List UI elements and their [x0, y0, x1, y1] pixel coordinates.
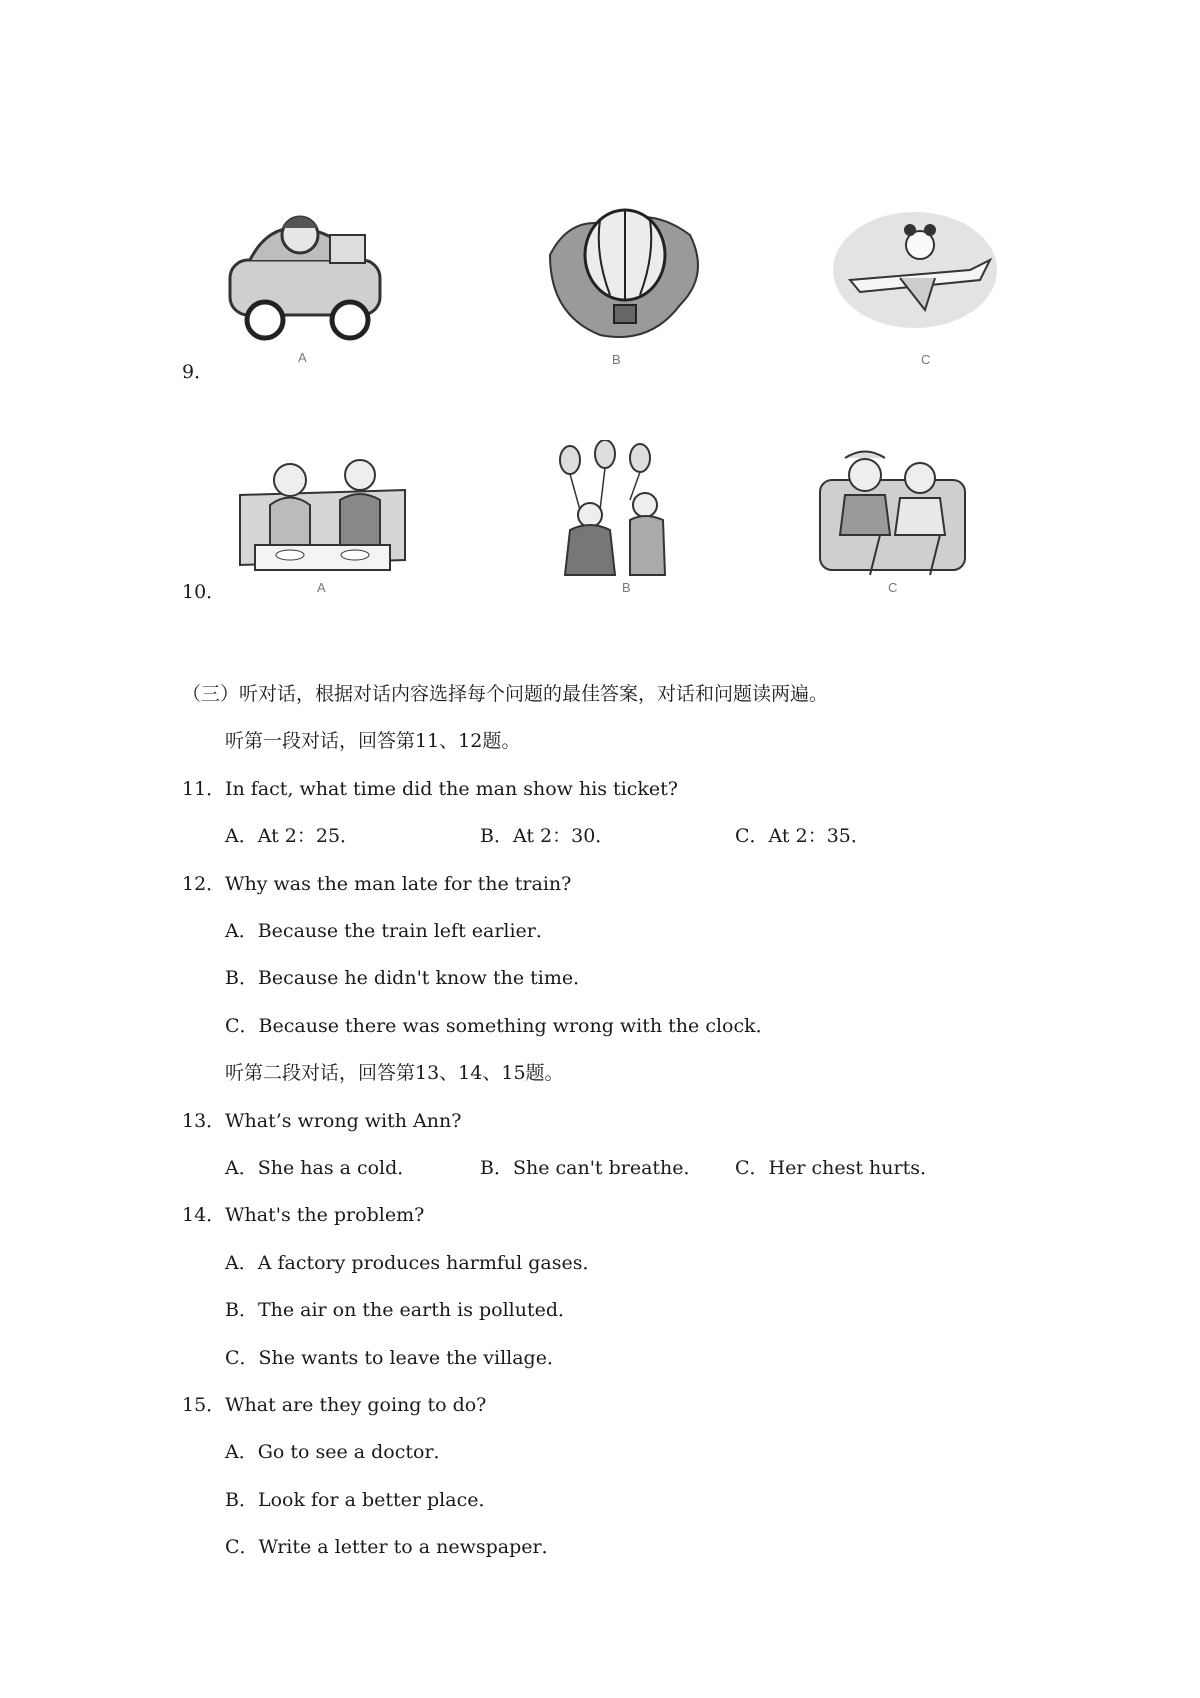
question-12-option-c[interactable]: C．Because there was something wrong with the clock．: [225, 1015, 775, 1037]
question-15-text: What are they going to do?: [225, 1394, 487, 1416]
question-12-text: Why was the man late for the train?: [225, 873, 572, 895]
party-balloons-icon: [545, 440, 695, 580]
question-9-number: 9．: [182, 361, 214, 383]
option-letter-c: C: [921, 352, 931, 367]
question-15-option-c[interactable]: C．Write a letter to a newspaper．: [225, 1536, 561, 1558]
hot-air-balloon-icon: [540, 195, 710, 355]
option-letter-c: C: [888, 580, 898, 595]
question-14-option-a[interactable]: A．A factory produces harmful gases．: [225, 1252, 602, 1274]
option-letter-b: B: [612, 352, 621, 367]
girl-on-airplane-icon: [830, 200, 1000, 330]
dialog-1-intro: 听第一段对话，回答第11、12题。: [225, 730, 521, 752]
question-14-text: What's the problem?: [225, 1204, 425, 1226]
car-with-boy-icon: [210, 200, 400, 350]
question-13-option-c[interactable]: C．Her chest hurts．: [735, 1157, 939, 1179]
option-letter-a: A: [298, 350, 307, 365]
question-12-option-a[interactable]: A．Because the train left earlier．: [225, 920, 555, 942]
question-11-option-c[interactable]: C．At 2：35．: [735, 825, 870, 847]
question-13-option-a[interactable]: A．She has a cold．: [225, 1157, 417, 1179]
question-15-number: 15．: [182, 1394, 226, 1416]
dialog-2-intro: 听第二段对话，回答第13、14、15题。: [225, 1062, 564, 1084]
option-letter-b: B: [622, 580, 631, 595]
question-11-option-a[interactable]: A．At 2：25．: [225, 825, 360, 847]
question-14-number: 14．: [182, 1204, 226, 1226]
question-14-option-c[interactable]: C．She wants to leave the village．: [225, 1347, 566, 1369]
question-13-option-b[interactable]: B．She can't breathe．: [480, 1157, 703, 1179]
dining-couple-icon: [235, 450, 410, 580]
question-10-number: 10．: [182, 581, 226, 603]
question-12-option-b[interactable]: B．Because he didn't know the time．: [225, 967, 593, 989]
question-15-option-a[interactable]: A．Go to see a doctor．: [225, 1441, 453, 1463]
question-11-text: In fact, what time did the man show his ticket?: [225, 778, 678, 800]
question-13-number: 13．: [182, 1110, 226, 1132]
question-11-option-b[interactable]: B．At 2：30．: [480, 825, 615, 847]
question-11-number: 11．: [182, 778, 226, 800]
question-13-text: What’s wrong with Ann?: [225, 1110, 462, 1132]
question-14-option-b[interactable]: B．The air on the earth is polluted．: [225, 1299, 578, 1321]
section-3-heading: （三）听对话，根据对话内容选择每个问题的最佳答案，对话和问题读两遍。: [182, 683, 829, 705]
question-15-option-b[interactable]: B．Look for a better place．: [225, 1489, 498, 1511]
question-12-number: 12．: [182, 873, 226, 895]
option-letter-a: A: [317, 580, 326, 595]
couple-on-sofa-icon: [810, 440, 975, 580]
